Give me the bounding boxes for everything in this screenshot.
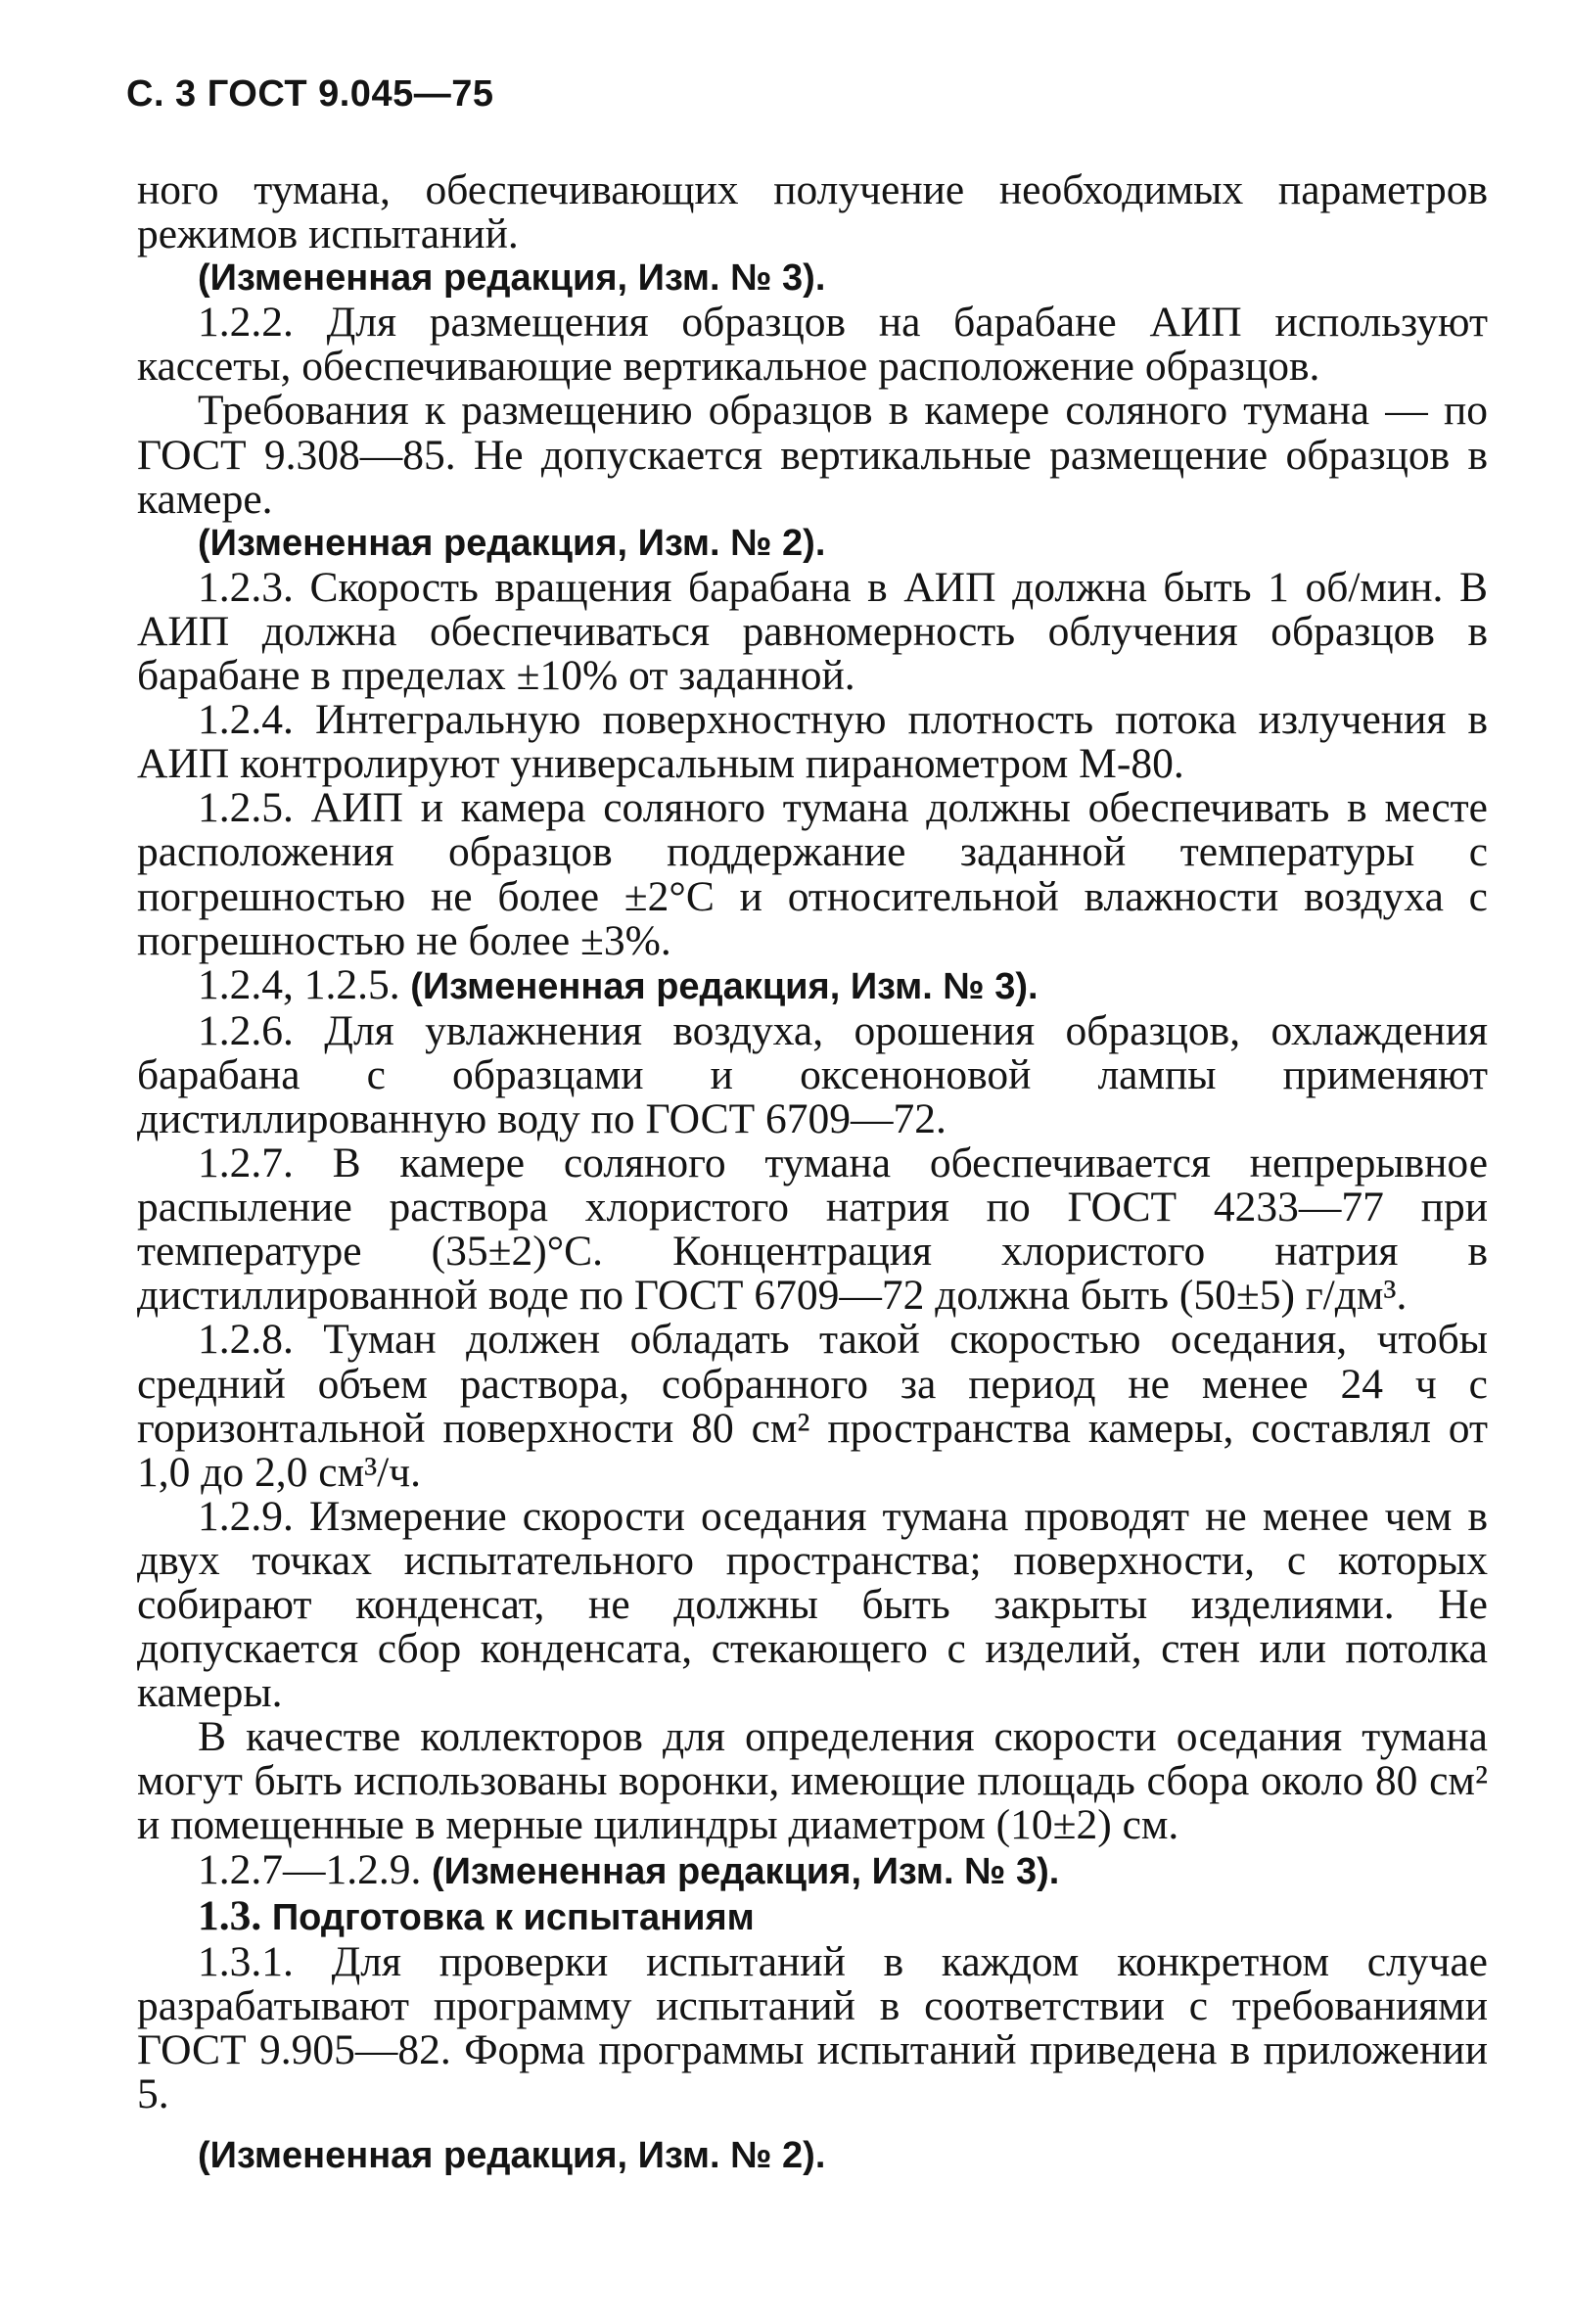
- section-title: Подготовка к испытаниям: [271, 1896, 755, 1938]
- section-number: 1.3.: [198, 1891, 262, 1939]
- amendment-note: [137, 960, 1488, 1009]
- amendment-note: (Измененная редакция, Изм. № 2).: [198, 2135, 826, 2177]
- running-head: С. 3 ГОСТ 9.045—75: [126, 73, 494, 115]
- body-text: [137, 168, 1488, 2178]
- clause-1-2-9: 1.2.9. Измерение скорости оседания тумана проводят не менее чем в двух точках испытательного пространства; поверхности, с которых собирают конденсат, не должны быть закрыты изделиями. Не допускается сбор конденсата, стекающего с изделий, стен или потолка камеры.: [137, 1492, 1488, 1717]
- clause-1-2-9-collectors: В качестве коллекторов для определения скорости оседания тумана могут быть использованы воронки, имеющие площадь сбора около 80 см² и помещенные в мерные цилиндры диаметром (10±2) см.: [137, 1713, 1488, 1849]
- clause-1-2-6: 1.2.6. Для увлажнения воздуха, орошения образцов, охлаждения барабана с образцами и оксеноновой лампы применяют дистиллированную воду по ГОСТ 6709—72.: [137, 1006, 1488, 1142]
- amendment-note: (Измененная редакция, Изм. № 2).: [198, 522, 826, 564]
- paragraph-continuation: ного тумана, обеспечивающих получение необходимых параметров режимов испытаний.: [137, 166, 1488, 258]
- amendment-text: (Измененная редакция, Изм. № 3).: [431, 1850, 1060, 1892]
- clause-1-2-5: 1.2.5. АИП и камера соляного тумана должны обеспечивать в месте расположения образцов поддержание заданной температуры с погрешностью не более ±2°С и относительной влажности воздуха с погрешностью не более ±3%.: [137, 784, 1488, 964]
- clause-1-2-7: 1.2.7. В камере соляного тумана обеспечивается непрерывное распыление раствора хлористого натрия по ГОСТ 4233—77 при температуре (35±2)°С. Концентрация хлористого натрия в дистиллированной воде по ГОСТ 6709—72 должна быть (50±5) г/дм³.: [137, 1139, 1488, 1320]
- amendment-note: (Измененная редакция, Изм. № 3).: [198, 257, 826, 300]
- amendment-note: [137, 1845, 1488, 1894]
- section-heading: [137, 1891, 1488, 1940]
- clause-1-2-2: 1.2.2. Для размещения образцов на барабане АИП используют кассеты, обеспечивающие вертикальное расположение образцов.: [137, 299, 1488, 391]
- clause-1-2-2-requirements: Требования к размещению образцов в камере соляного тумана — по ГОСТ 9.308—85. Не допускается вертикальные размещение образцов в камере.: [137, 387, 1488, 523]
- clause-1-2-3: 1.2.3. Скорость вращения барабана в АИП должна быть 1 об/мин. В АИП должна обеспечиваться равномерность облучения образцов в барабане в пределах ±10% от заданной.: [137, 563, 1488, 700]
- amendment-clause-numbers: 1.2.4, 1.2.5.: [198, 960, 400, 1008]
- clause-1-2-4: 1.2.4. Интегральную поверхностную плотность потока излучения в АИП контролируют универсальным пиранометром М-80.: [137, 696, 1488, 788]
- clause-1-3-1: 1.3.1. Для проверки испытаний в каждом конкретном случае разрабатывают программу испытаний в соответствии с требованиями ГОСТ 9.905—82. Форма программы испытаний приведена в приложении 5.: [137, 1937, 1488, 2118]
- clause-1-2-8: 1.2.8. Туман должен обладать такой скоростью оседания, чтобы средний объем раствора, собранного за период не менее 24 ч с горизонтальной поверхности 80 см² пространства камеры, составлял от 1,0 до 2,0 см³/ч.: [137, 1316, 1488, 1496]
- amendment-text: (Измененная редакция, Изм. № 3).: [410, 965, 1039, 1007]
- amendment-clause-numbers: 1.2.7—1.2.9.: [198, 1845, 422, 1893]
